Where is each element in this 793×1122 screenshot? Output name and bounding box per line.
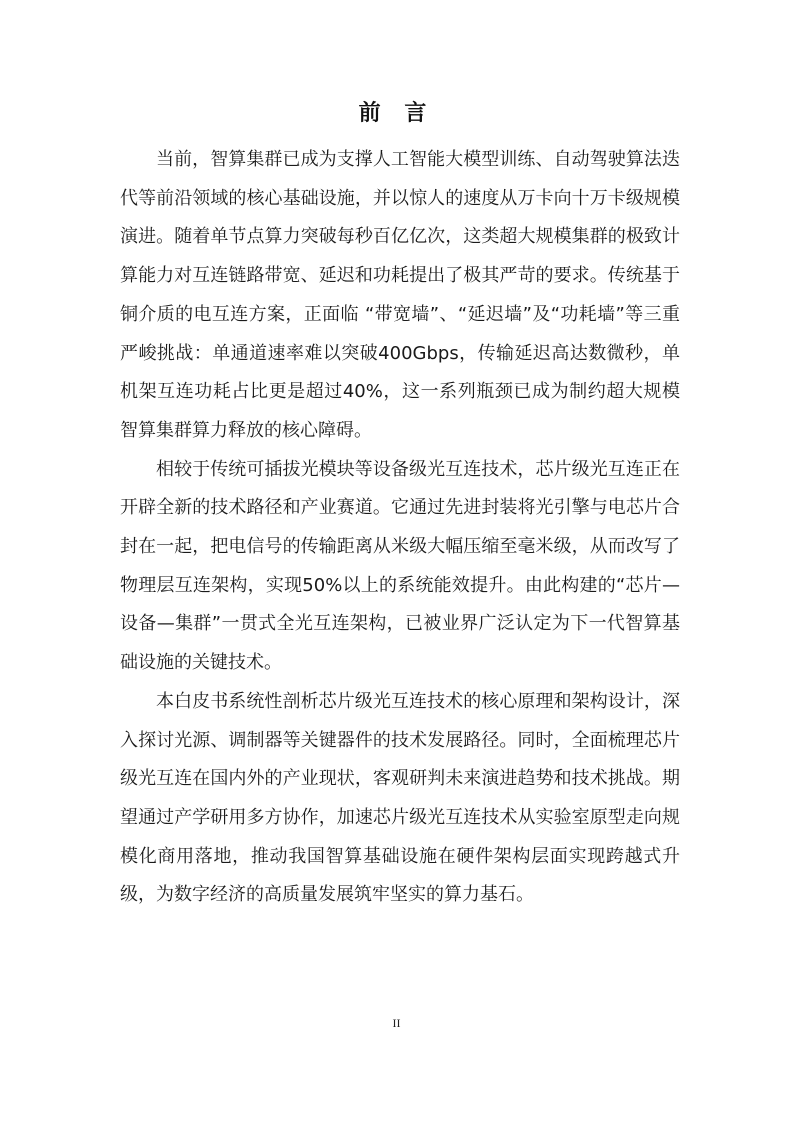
paragraph-1: 当前，智算集群已成为支撑人工智能大模型训练、自动驾驶算法迭代等前沿领域的核心基础设施，并以惊人的速度从万卡向十万卡级规模演进。随着单节点算力突破每秒百亿亿次，这类超大规模集群的极致计算能力对互连链路带宽、延迟和功耗提出了极其严苛的要求。传统基于铜介质的电互连方案，正面临 “带宽墙”、“延迟墙”及“功耗墙”等三重严峻挑战：单通道速率难以突破400Gbps，传输延迟高达数微秒，单机架互连功耗占比更是超过40%，这一系列瓶颈已成为制约超大规模智算集群算力释放的核心障碍。 <box>120 149 680 441</box>
paragraph-2: 相较于传统可插拔光模块等设备级光互连技术，芯片级光互连正在开辟全新的技术路径和产业赛道。它通过先进封装将光引擎与电芯片合封在一起，把电信号的传输距离从米级大幅压缩至毫米级，从而改写了物理层互连架构，实现50%以上的系统能效提升。由此构建的“芯片—设备—集群”一贯式全光互连架构，已被业界广泛认定为下一代智算基础设施的关键技术。 <box>120 458 680 674</box>
page-title: 前 言 <box>358 101 435 126</box>
preface-body <box>120 141 680 915</box>
page-number: II <box>392 1016 401 1030</box>
paragraph-3: 本白皮书系统性剖析芯片级光互连技术的核心原理和架构设计，深入探讨光源、调制器等关键器件的技术发展路径。同时，全面梳理芯片级光互连在国内外的产业现状，客观研判未来演进趋势和技术挑战。期望通过产学研用多方协作，加速芯片级光互连技术从实验室原型走向规模化商用落地，推动我国智算基础设施在硬件架构层面实现跨越式升级，为数字经济的高质量发展筑牢坚实的算力基石。 <box>120 690 680 906</box>
